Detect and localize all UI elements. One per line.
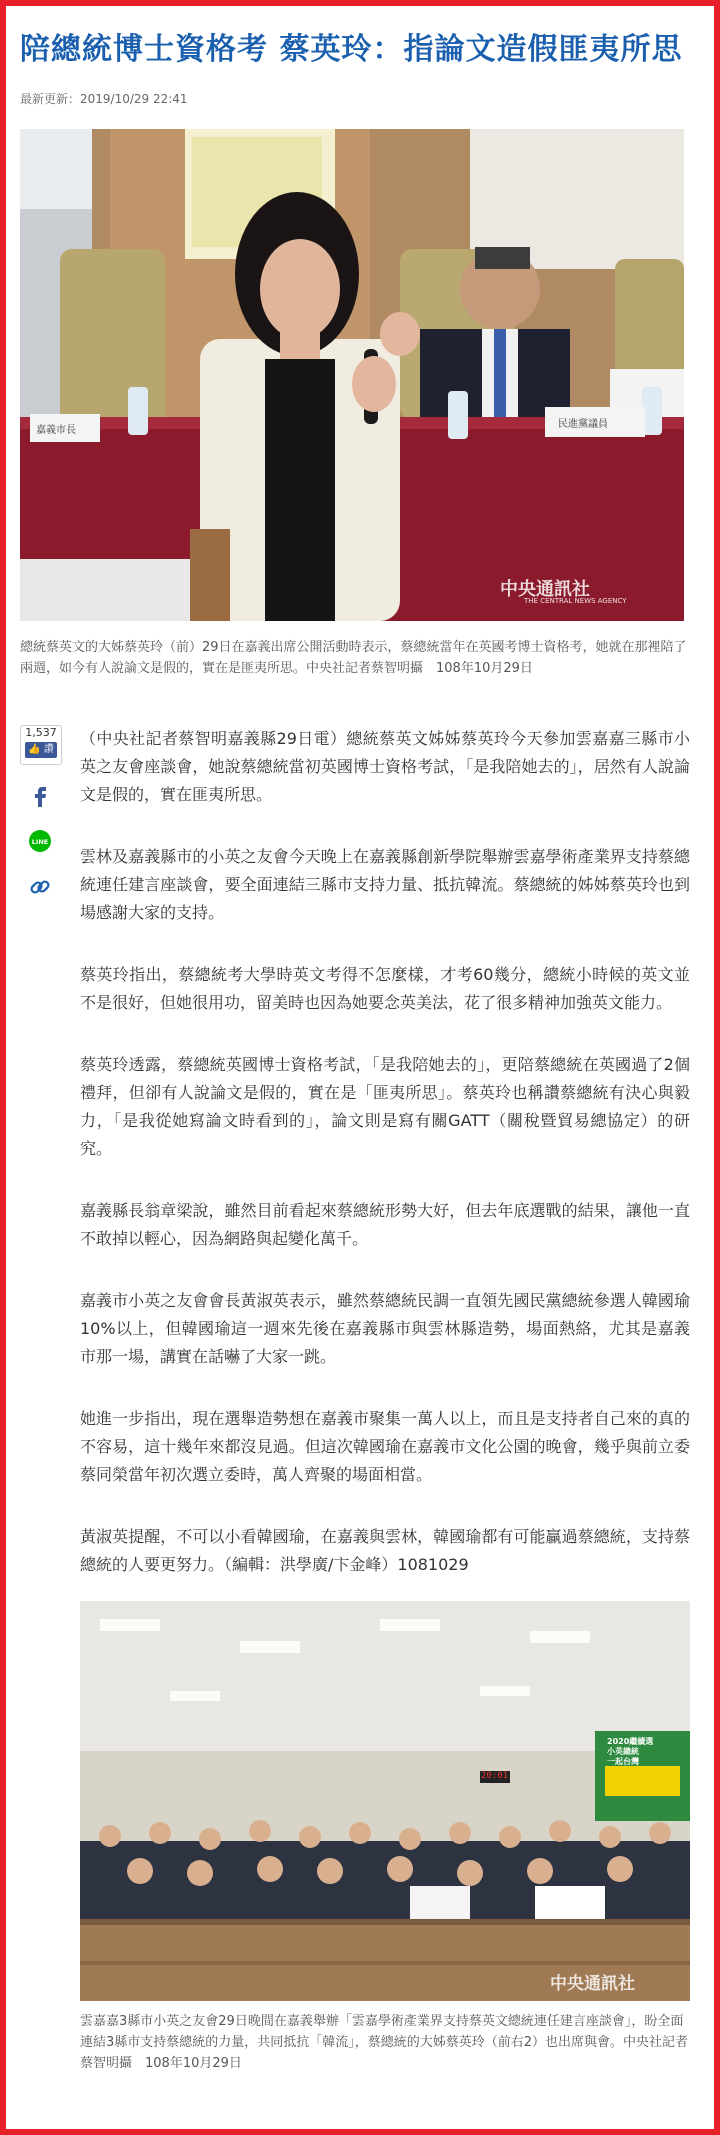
like-count: 1,537 bbox=[25, 726, 57, 739]
wall-clock: 20:01 bbox=[481, 1771, 509, 1781]
paragraph: 嘉義縣長翁章梁說，雖然目前看起來蔡總統形勢大好，但去年底選戰的結果，讓他一直不敢掉以輕心，因為網路與起變化萬千。 bbox=[80, 1201, 690, 1248]
facebook-icon[interactable] bbox=[28, 783, 52, 807]
second-photo-scene bbox=[80, 1601, 690, 2001]
thumbs-up-icon: 👍 bbox=[28, 744, 41, 755]
like-button[interactable] bbox=[25, 742, 57, 758]
second-photo bbox=[80, 1601, 690, 2001]
paragraph: （中央社記者蔡智明嘉義縣29日電）總統蔡英文姊姊蔡英玲今天參加雲嘉嘉三縣市小英之友會座談會，她說蔡總統當初英國博士資格考試，「是我陪她去的」，居然有人說論文是假的，實在匪夷所思。 bbox=[80, 729, 690, 804]
article-body-area bbox=[20, 725, 700, 2074]
second-photo-caption: 雲嘉嘉3縣市小英之友會29日晚間在嘉義舉辦「雲嘉學術產業界支持蔡英文總統連任建言座談會」，盼全面連結3縣市支持蔡總統的力量，共同抵抗「韓流」，蔡總統的大姊蔡英玲（前右2）也出席與會。中央社記者蔡智明攝 108年10月29日 bbox=[80, 2014, 689, 2071]
lead-photo-caption: 總統蔡英文的大姊蔡英玲（前）29日在嘉義出席公開活動時表示，蔡總統當年在英國考博士資格考，她就在那裡陪了兩週，如今有人說論文是假的，實在是匪夷所思。中央社記者蔡智明攝 108年10月29日 bbox=[20, 640, 687, 676]
paragraph: 她進一步指出，現在選舉造勢想在嘉義市聚集一萬人以上，而且是支持者自己來的真的不容易，這十幾年來都沒見過。但這次韓國瑜在嘉義市文化公園的晚會，幾乎與前立委蔡同榮當年初次選立委時，萬人齊聚的場面相當。 bbox=[80, 1409, 690, 1484]
cna-watermark: 中央通訊社 bbox=[500, 579, 590, 600]
cna-watermark-2: 中央通訊社 bbox=[550, 1974, 635, 1994]
paragraph: 蔡英玲透露，蔡總統英國博士資格考試，「是我陪她去的」，更陪蔡總統在英國過了2個禮拜，但卻有人說論文是假的，實在是「匪夷所思」。蔡英玲也稱讚蔡總統有決心與毅力，「是我從她寫論文時看到的」，論文則是寫有關GATT（關稅暨貿易總協定）的研究。 bbox=[80, 1055, 690, 1158]
like-label: 讚 bbox=[43, 744, 54, 755]
paragraph: 蔡英玲指出，蔡總統考大學時英文考得不怎麼樣，才考60幾分，總統小時候的英文並不是很好，但她很用功，留美時也因為她要念英美法，花了很多精神加強英文能力。 bbox=[80, 965, 690, 1012]
paragraph: 黃淑英提醒，不可以小看韓國瑜，在嘉義與雲林，韓國瑜都有可能贏過蔡總統，支持蔡總統的人要更努力。（編輯：洪學廣/卞金峰）1081029 bbox=[80, 1527, 690, 1574]
facebook-like-box[interactable] bbox=[20, 725, 62, 765]
article-title: 陪總統博士資格考 蔡英玲：指論文造假匪夷所思 bbox=[20, 32, 683, 67]
share-toolbar bbox=[20, 725, 64, 903]
svg-text:LINE: LINE bbox=[31, 838, 49, 846]
article bbox=[20, 26, 700, 2074]
placard-right: 民進黨議員 bbox=[558, 419, 608, 430]
article-body bbox=[80, 725, 690, 2074]
paragraph: 雲林及嘉義縣市的小英之友會今天晚上在嘉義縣創新學院舉辦雲嘉學術產業界支持蔡總統連任建言座談會，要全面連結三縣市支持力量、抵抗韓流。蔡總統的姊姊蔡英玲也到場感謝大家的支持。 bbox=[80, 847, 690, 922]
campaign-banner: 2020繼續選 小英總統 一起台灣 bbox=[607, 1737, 654, 1766]
lead-photo bbox=[20, 129, 684, 621]
paragraph: 嘉義市小英之友會會長黃淑英表示，雖然蔡總統民調一直領先國民黨總統參選人韓國瑜10%以上，但韓國瑜這一週來先後在嘉義縣市與雲林縣造勢，場面熱絡，尤其是嘉義市那一場，講實在話嚇了大家一跳。 bbox=[80, 1291, 690, 1366]
updated-timestamp: 最新更新：2019/10/29 22:41 bbox=[20, 92, 188, 106]
line-icon[interactable] bbox=[28, 829, 52, 853]
link-icon[interactable] bbox=[28, 875, 52, 899]
cna-watermark-sub: THE CENTRAL NEWS AGENCY bbox=[524, 597, 627, 605]
lead-photo-scene bbox=[20, 129, 684, 621]
placard-left: 嘉義市長 bbox=[36, 425, 76, 436]
